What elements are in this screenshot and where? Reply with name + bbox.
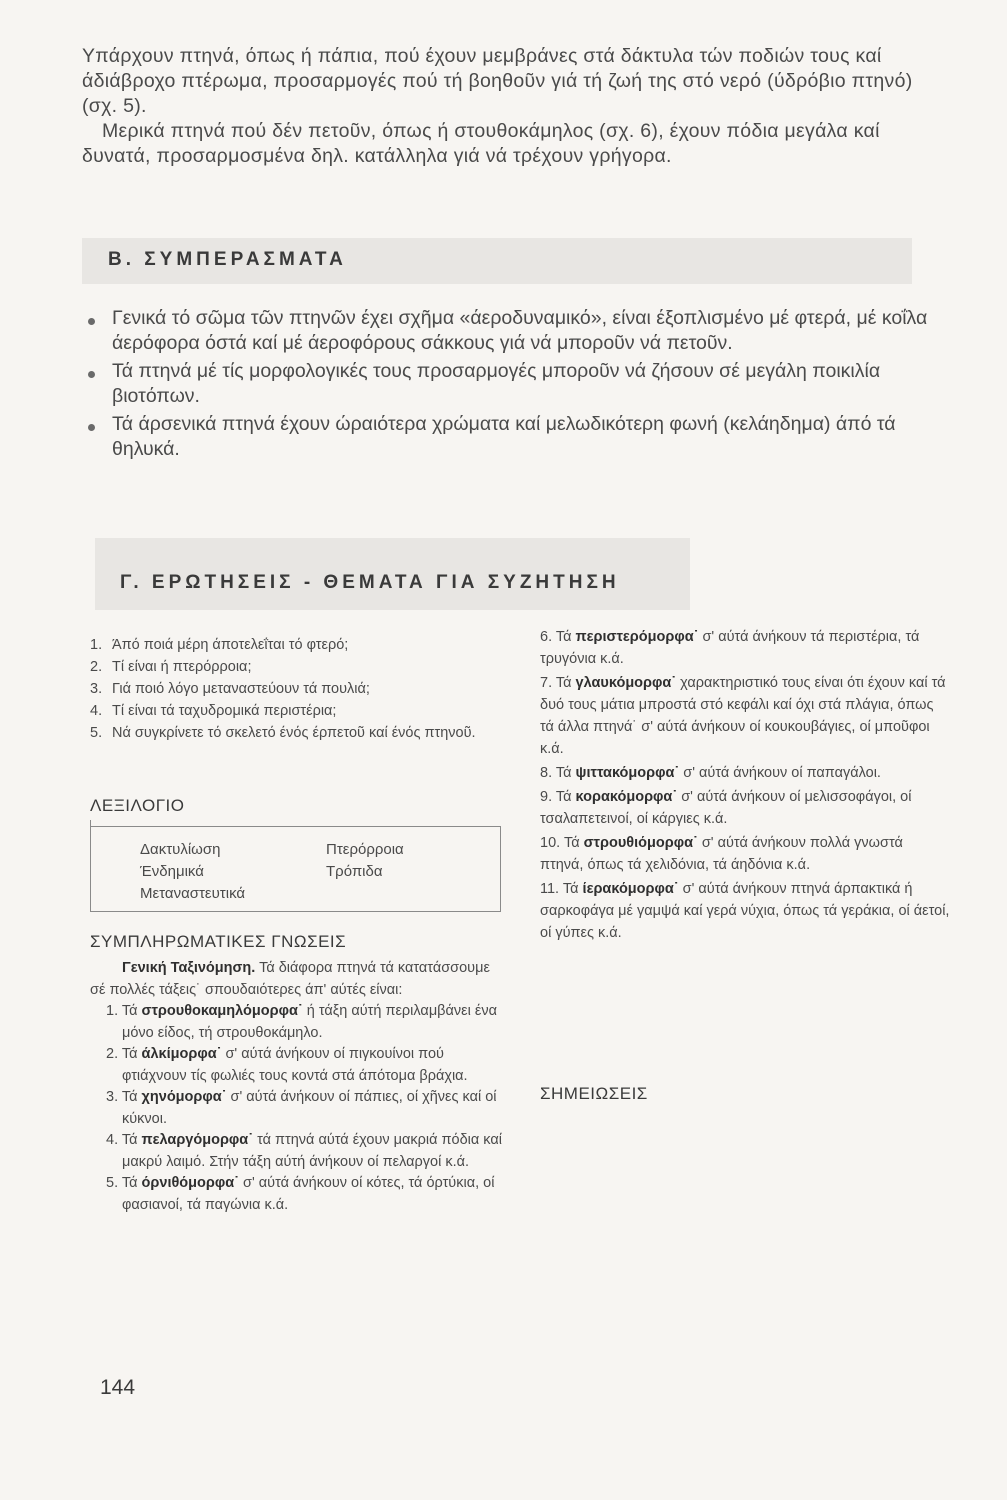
question-text: Τί είναι τά ταχυδρομικά περιστέρια;: [112, 703, 337, 719]
order-name: όρνιθόμορφα˙: [141, 1175, 239, 1191]
order-item: 11. Τά ίερακόμορφα˙ σ' αύτά άνήκουν πτηνά άρπακτικά ή σαρκοφάγα μέ γαμψά καί γερά νύχια, όπως τά γεράκια, οί άετοί, οί γύπες κ.ά.: [540, 881, 950, 941]
order-item: 3. Τά χηνόμορφα˙ σ' αύτά άνήκουν οί πάπιες, οί χῆνες καί οί κύκνοι.: [106, 1089, 497, 1127]
order-number: 6.: [540, 629, 553, 645]
order-name: κορακόμορφα˙: [575, 789, 678, 805]
section-b-heading: Β. ΣΥΜΠΕΡΑΣΜΑΤΑ: [108, 249, 347, 270]
questions-list: [90, 634, 510, 744]
info-right: [540, 626, 950, 946]
question-number: 5.: [90, 725, 103, 741]
notes-heading: ΣΗΜΕΙΩΣΕΙΣ: [540, 1084, 648, 1103]
lexicon-heading: ΛΕΞΙΛΟΓΙΟ: [90, 796, 185, 815]
order-text: σ' αύτά άνήκουν τά περιστέρια, τά τρυγόνια κ.ά.: [540, 629, 920, 667]
lexicon-term: Πτερόρροια: [326, 841, 404, 858]
order-number: 5.: [106, 1175, 119, 1191]
question-text: Τί είναι ή πτερόρροια;: [112, 659, 252, 675]
info-left: [90, 958, 508, 1216]
order-text: τά πτηνά αύτά έχουν μακριά πόδια καί μακρύ λαιμό. Στήν τάξη αύτή άνήκουν οί πελαργοί κ.ά.: [122, 1132, 502, 1170]
order-item: 8. Τά ψιττακόμορφα˙ σ' αύτά άνήκουν οί παπαγάλοι.: [540, 765, 881, 781]
order-number: 11.: [540, 881, 560, 897]
order-text: σ' αύτά άνήκουν οί παπαγάλοι.: [679, 765, 881, 781]
question-number: 3.: [90, 681, 103, 697]
order-name: ψιττακόμορφα˙: [575, 765, 680, 781]
order-item: 10. Τά στρουθιόμορφα˙ σ' αύτά άνήκουν πολλά γνωστά πτηνά, όπως τά χελιδόνια, τά άηδόνια κ.ά.: [540, 835, 903, 873]
lexicon-term: Μεταναστευτικά: [140, 885, 246, 902]
order-name: γλαυκόμορφα˙: [575, 675, 677, 691]
order-text: σ' αύτά άνήκουν οί μελισσοφάγοι, οί τσαλαπετεινοί, οί κάργιες κ.ά.: [540, 789, 912, 827]
question-number: 1.: [90, 637, 103, 653]
question-item: [90, 722, 510, 744]
question-text: Άπό ποιά μέρη άποτελεΐται τό φτερό;: [112, 637, 349, 653]
info-lead-text: Τά διάφορα πτηνά τά κατατάσσουμε σέ πολλές τάξεις˙ σπουδαιότερες άπ' αύτές είναι:: [90, 960, 490, 998]
question-text: Γιά ποιό λόγο μεταναστεύουν τά πουλιά;: [112, 681, 370, 697]
intro-paragraph-2: Μερικά πτηνά πού δέν πετοῦν, όπως ή στουθοκάμηλος (σχ. 6), έχουν πόδια μεγάλα καί δυνατά, προσαρμοσμένα δηλ. κατάλληλα γιά νά τρέχουν γρήγορα.: [82, 120, 880, 167]
order-item: 4. Τά πελαργόμορφα˙ τά πτηνά αύτά έχουν μακριά πόδια καί μακρύ λαιμό. Στήν τάξη αύτή άνήκουν οί πελαργοί κ.ά.: [106, 1132, 502, 1170]
info-lead-bold: Γενική Ταξινόμηση.: [122, 960, 256, 976]
order-name: χηνόμορφα˙: [141, 1089, 227, 1105]
question-number: 2.: [90, 659, 103, 675]
order-number: 4.: [106, 1132, 119, 1148]
order-name: άλκίμορφα˙: [141, 1046, 222, 1062]
question-text: Νά συγκρίνετε τό σκελετό ένός έρπετοῦ καί ένός πτηνοῦ.: [112, 725, 476, 741]
order-text: σ' αύτά άνήκουν οί πάπιες, οί χῆνες καί οί κύκνοι.: [122, 1089, 497, 1127]
intro-paragraph-1: Υπάρχουν πτηνά, όπως ή πάπια, πού έχουν μεμβράνες στά δάκτυλα τών ποδιών τους καί άδιάβροχο πτέρωμα, προσαρμογές πού τή βοηθοῦν γιά τή ζωή της στό νερό (ύδρόβιο πτηνό) (σχ. 5).: [82, 45, 913, 117]
order-number: 9.: [540, 789, 553, 805]
lexicon-term: Τρόπιδα: [326, 863, 383, 880]
order-item: 6. Τά περιστερόμορφα˙ σ' αύτά άνήκουν τά περιστέρια, τά τρυγόνια κ.ά.: [540, 629, 920, 667]
question-item: [90, 678, 510, 700]
order-name: ίερακόμορφα˙: [582, 881, 679, 897]
conclusion-item: Τά πτηνά μέ τίς μορφολογικές τους προσαρμογές μποροῦν νά ζήσουν σέ μεγάλη ποικιλία βιοτόπων.: [82, 359, 942, 409]
order-name: στρουθιόμορφα˙: [583, 835, 698, 851]
lexicon-term: Δακτυλίωση: [140, 841, 221, 858]
order-name: στρουθοκαμηλόμορφα˙: [141, 1003, 303, 1019]
section-g-heading: Γ. ΕΡΩΤΗΣΕΙΣ - ΘΕΜΑΤΑ ΓΙΑ ΣΥΖΗΤΗΣΗ: [120, 572, 620, 593]
lexicon-term: Ένδημικά: [140, 863, 204, 880]
conclusions-list: [82, 306, 942, 465]
info-lead: [90, 958, 508, 1001]
question-item: [90, 700, 510, 722]
info-heading: ΣΥΜΠΛΗΡΩΜΑΤΙΚΕΣ ΓΝΩΣΕΙΣ: [90, 932, 347, 951]
conclusion-item: Γενικά τό σῶμα τῶν πτηνῶν έχει σχῆμα «άεροδυναμικό», είναι έξοπλισμένο μέ φτερά, μέ κοΐλα άερόφορα όστά καί μέ άεροφόρους σάκκους γιά νά μποροῦν νά πετοῦν.: [82, 306, 942, 356]
order-number: 10.: [540, 835, 561, 851]
order-text: σ' αύτά άνήκουν οί κότες, τά όρτύκια, οί φασιανοί, τά παγώνια κ.ά.: [122, 1175, 495, 1213]
order-item: 9. Τά κορακόμορφα˙ σ' αύτά άνήκουν οί μελισσοφάγοι, οί τσαλαπετεινοί, οί κάργιες κ.ά.: [540, 789, 912, 827]
order-number: 3.: [106, 1089, 119, 1105]
page-number: 144: [100, 1376, 136, 1399]
order-number: 8.: [540, 765, 553, 781]
order-item: 2. Τά άλκίμορφα˙ σ' αύτά άνήκουν οί πιγκουίνοι πού φτιάχνουν τίς φωλιές τους κοντά στά άπότομα βράχια.: [106, 1046, 468, 1084]
order-text: σ' αύτά άνήκουν πτηνά άρπακτικά ή σαρκοφάγα μέ γαμψά καί γερά νύχια, όπως τά γεράκια, οί άετοί, οί γύπες κ.ά.: [540, 881, 950, 941]
order-name: περιστερόμορφα˙: [575, 629, 699, 645]
order-item: 7. Τά γλαυκόμορφα˙ χαρακτηριστικό τους είναι ότι έχουν καί τά δυό τους μάτια μπροστά στό κεφάλι καί όχι στά πλάγια, όπως τά άλλα πτηνά˙ σ' αύτά άνήκουν οί κουκουβάγιες, οί μποῦφοι κ.ά.: [540, 675, 946, 757]
order-text: ή τάξη αύτή περιλαμβάνει ένα μόνο είδος, τή στρουθοκάμηλο.: [122, 1003, 497, 1041]
order-item: 5. Τά όρνιθόμορφα˙ σ' αύτά άνήκουν οί κότες, τά όρτύκια, οί φασιανοί, τά παγώνια κ.ά.: [106, 1175, 495, 1213]
lexicon-box: [90, 826, 501, 912]
order-item: 1. Τά στρουθοκαμηλόμορφα˙ ή τάξη αύτή περιλαμβάνει ένα μόνο είδος, τή στρουθοκάμηλο.: [106, 1003, 497, 1041]
order-number: 7.: [540, 675, 553, 691]
question-item: [90, 634, 510, 656]
order-text: χαρακτηριστικό τους είναι ότι έχουν καί τά δυό τους μάτια μπροστά στό κεφάλι καί όχι στά πλάγια, όπως τά άλλα πτηνά˙ σ' αύτά άνήκουν οί κουκουβάγιες, οί μποῦφοι κ.ά.: [540, 675, 946, 757]
order-number: 2.: [106, 1046, 119, 1062]
question-number: 4.: [90, 703, 103, 719]
order-number: 1.: [106, 1003, 119, 1019]
order-text: σ' αύτά άνήκουν οί πιγκουίνοι πού φτιάχνουν τίς φωλιές τους κοντά στά άπότομα βράχια.: [122, 1046, 468, 1084]
order-text: σ' αύτά άνήκουν πολλά γνωστά πτηνά, όπως τά χελιδόνια, τά άηδόνια κ.ά.: [540, 835, 903, 873]
intro-text: [82, 44, 942, 169]
conclusion-item: Τά άρσενικά πτηνά έχουν ώραιότερα χρώματα καί μελωδικότερη φωνή (κελάηδημα) άπό τά θηλυκά.: [82, 412, 942, 462]
order-name: πελαργόμορφα˙: [141, 1132, 254, 1148]
question-item: [90, 656, 510, 678]
